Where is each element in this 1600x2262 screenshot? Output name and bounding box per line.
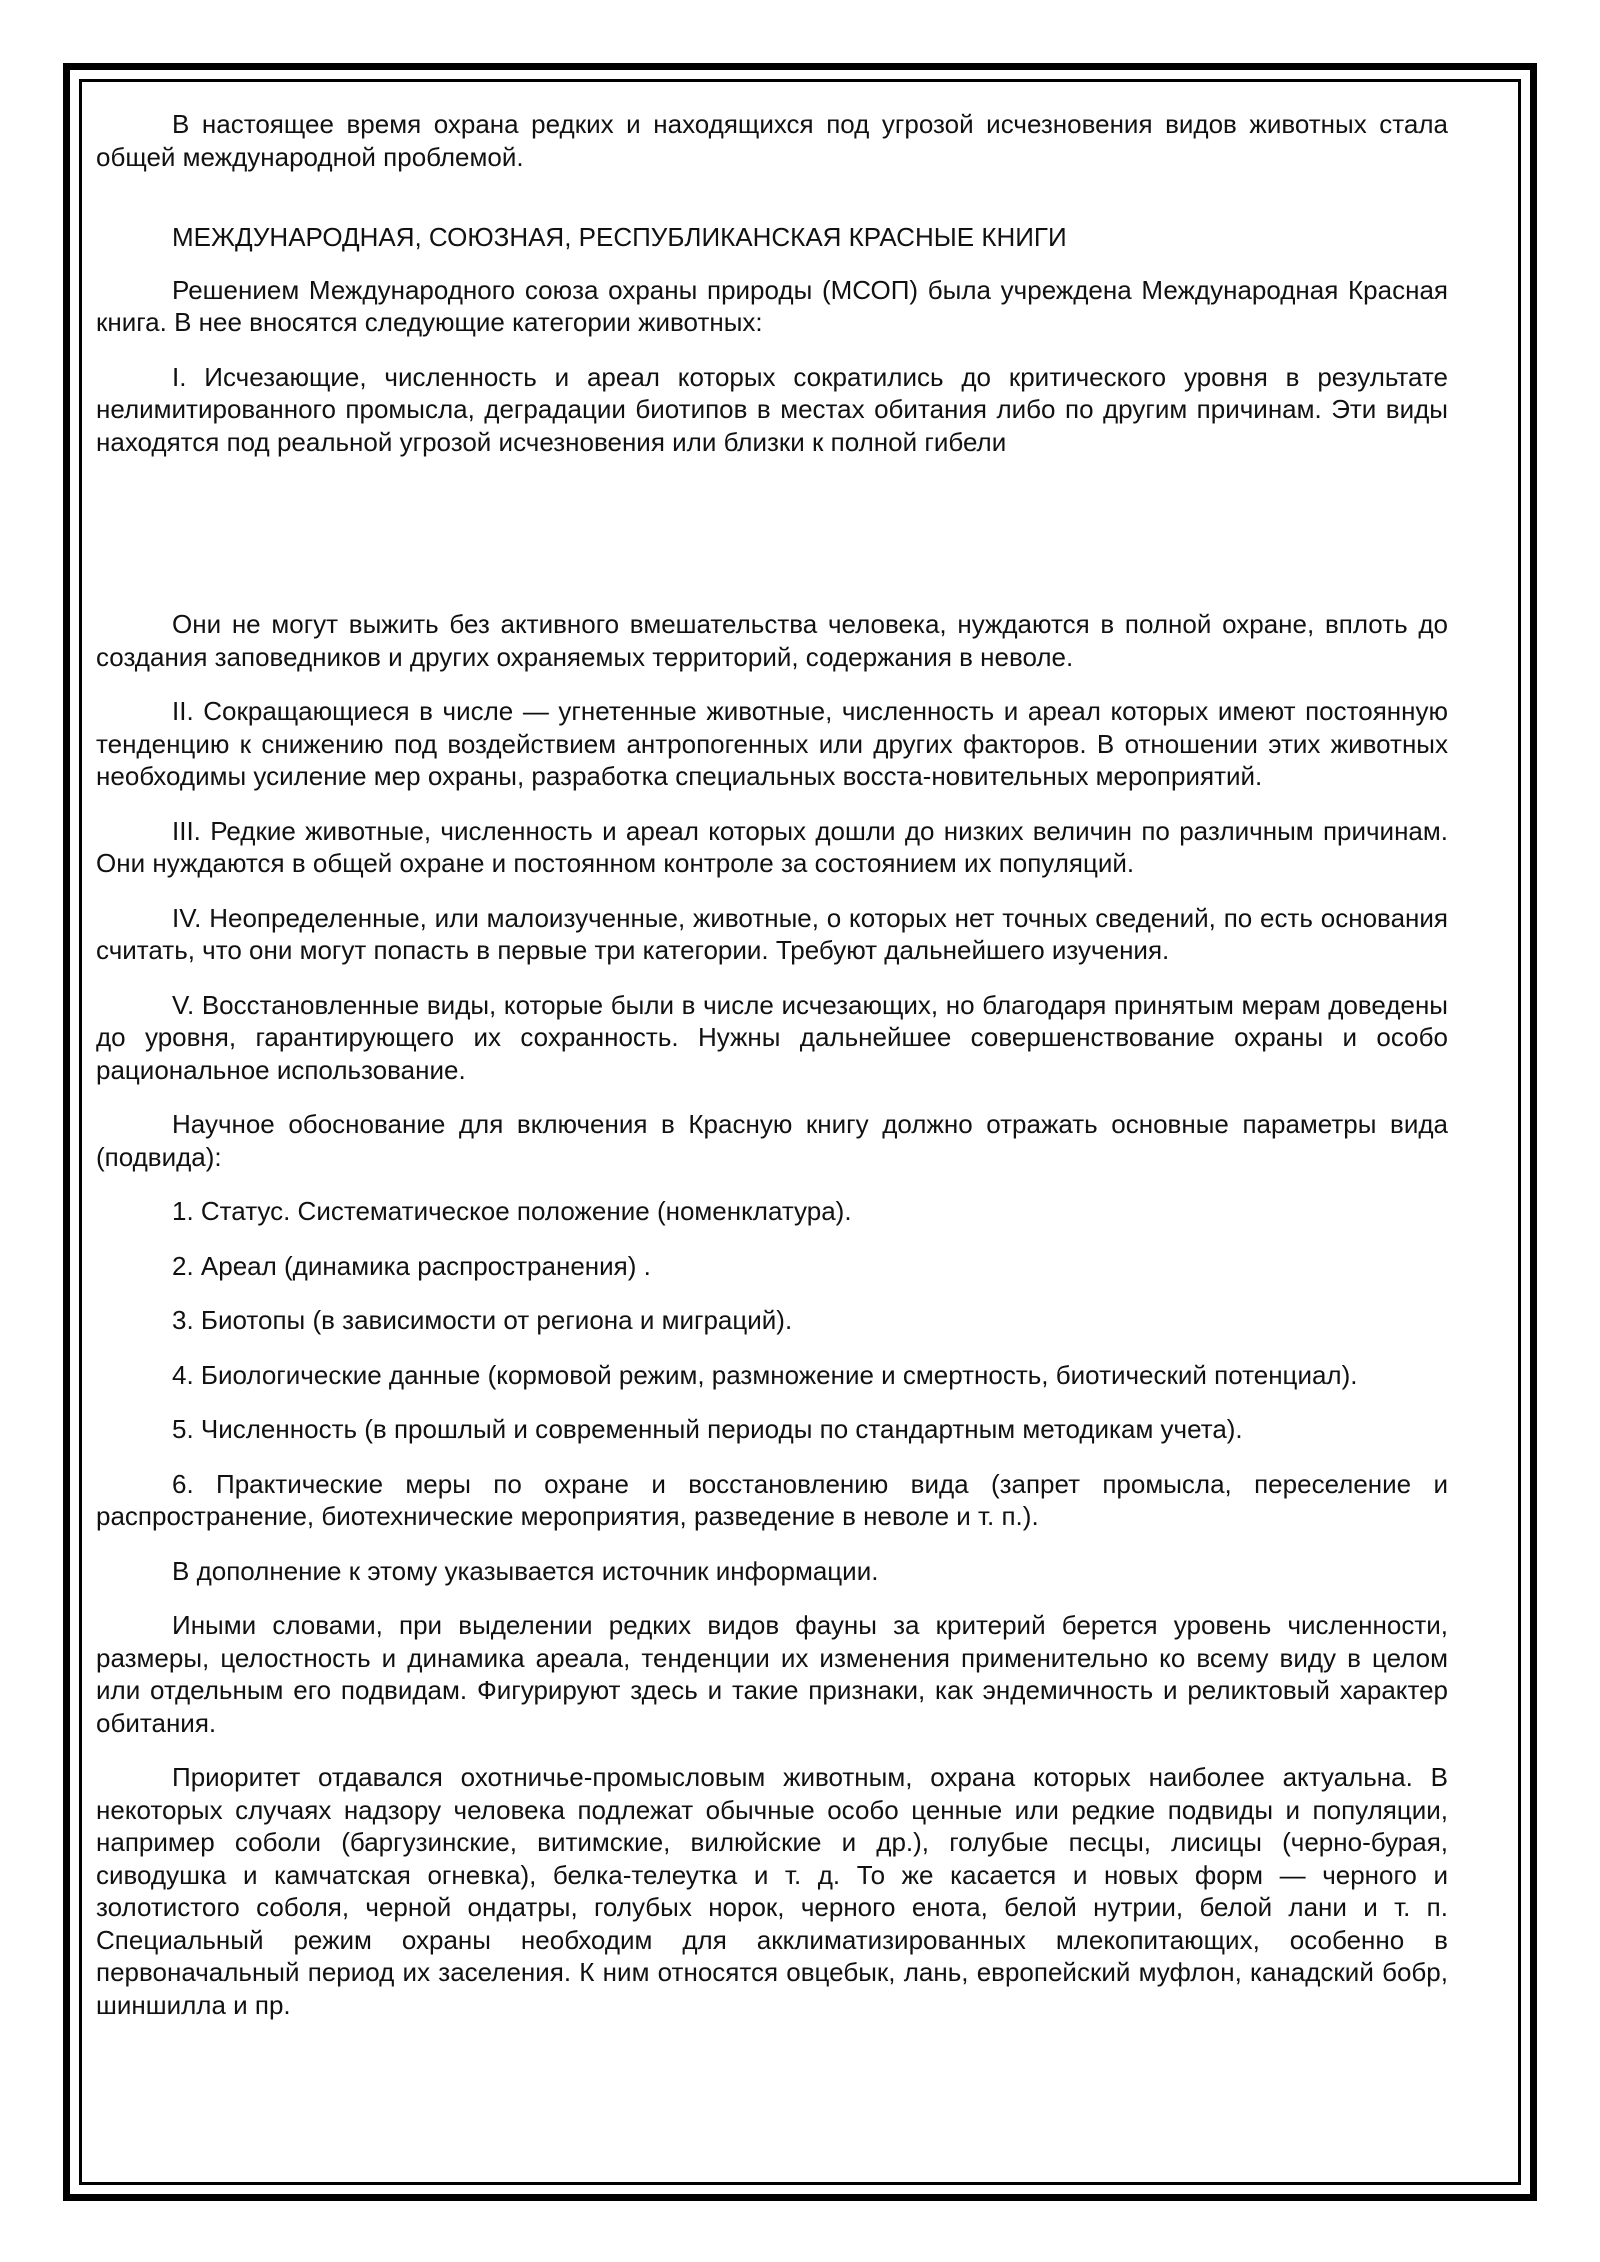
category-3-paragraph: III. Редкие животные, численность и ареал которых дошли до низких величин по различным причинам. Они нуждаются в общей охране и постоянном контроле за состоянием их популяций.	[96, 815, 1448, 878]
paragraph: В дополнение к этому указывается источник информации.	[172, 1555, 879, 1586]
paragraph: Решением Международного союза охраны природы (МСОП) была учреждена Международная Красная книга. В нее вносятся следующие категории животных:	[96, 274, 1448, 337]
paragraph: Иными словами, при выделении редких видов фауны за критерий берется уровень численности, размеры, целостность и динамика ареала, тенденции их изменения применительно ко всему виду в целом или отдельным его подвидам. Фигурируют здесь и такие признаки, как эндемичность и реликтовый характер обитания.	[96, 1610, 1448, 1738]
category-4-paragraph: IV. Неопределенные, или малоизученные, животные, о которых нет точных сведений, по есть основания считать, что они могут попасть в первые три категории. Требуют дальнейшего изучения.	[96, 902, 1448, 965]
paragraph: Приоритет отдавался охотничье-промысловым животным, охрана которых наиболее актуальна. В некоторых случаях надзору человека подлежат обычные особо ценные или редкие подвиды и популяции, например соболи (баргузинские, витимские, вилюйские и др.), голубые песцы, лисицы (черно-бурая, сиводушка и камчатская огневка), белка-телеутка и т. д. То же касается и новых форм — черного и золотистого соболя, черной ондатры, голубых норок, черного енота, белой нутрии, белой лани и т. п. Специальный режим охраны необходим для акклиматизированных млекопитающих, особенно в первоначальный период их заселения. К ним относятся овцебык, лань, европейский муфлон, канадский бобр, шиншилла и пр.	[96, 1762, 1448, 2020]
list-item: 2. Ареал (динамика распространения) .	[172, 1250, 651, 1281]
paragraph: Научное обоснование для включения в Красную книгу должно отражать основные параметры вида (подвида):	[96, 1109, 1448, 1172]
list-item: 6. Практические меры по охране и восстановлению вида (запрет промысла, переселение и распространение, биотехнические мероприятия, разведение в неволе и т. п.).	[96, 1468, 1448, 1531]
list-item: 3. Биотопы (в зависимости от региона и миграций).	[172, 1305, 793, 1335]
document-body	[96, 108, 1448, 2043]
paragraph: Они не могут выжить без активного вмешательства человека, нуждаются в полной охране, вплоть до создания заповедников и других охраняемых территорий, содержания в неволе.	[96, 609, 1448, 672]
category-5-paragraph: V. Восстановленные виды, которые были в числе исчезающих, но благодаря принятым мерам доведены до уровня, гарантирующего их сохранность. Нужны дальнейшее совершенствование охраны и особо рациональное использование.	[96, 989, 1448, 1085]
section-heading: МЕЖДУНАРОДНАЯ, СОЮЗНАЯ, РЕСПУБЛИКАНСКАЯ КРАСНЫЕ КНИГИ	[172, 222, 1067, 252]
list-item: 5. Численность (в прошлый и современный периоды по стандартным методикам учета).	[172, 1414, 1243, 1444]
category-2-paragraph: II. Сокращающиеся в числе — угнетенные животные, численность и ареал которых имеют постоянную тенденцию к снижению под воздействием антропогенных или других факторов. В отношении этих животных необходимы усиление мер охраны, разработка специальных восста-новительных мероприятий.	[96, 696, 1448, 791]
list-item: 1. Статус. Систематическое положение (номенклатура).	[172, 1196, 852, 1226]
category-1-paragraph: I. Исчезающие, численность и ареал которых сократились до критического уровня в результате нелимитированного промысла, деградации биотипов в местах обитания либо по другим причинам. Эти виды находятся под реальной угрозой исчезновения или близки к полной гибели	[96, 361, 1448, 457]
intro-paragraph: В настоящее время охрана редких и находящихся под угрозой исчезновения видов животных стала общей международной проблемой.	[96, 109, 1448, 172]
list-item: 4. Биологические данные (кормовой режим, размножение и смертность, биотический потенциал).	[172, 1359, 1358, 1390]
